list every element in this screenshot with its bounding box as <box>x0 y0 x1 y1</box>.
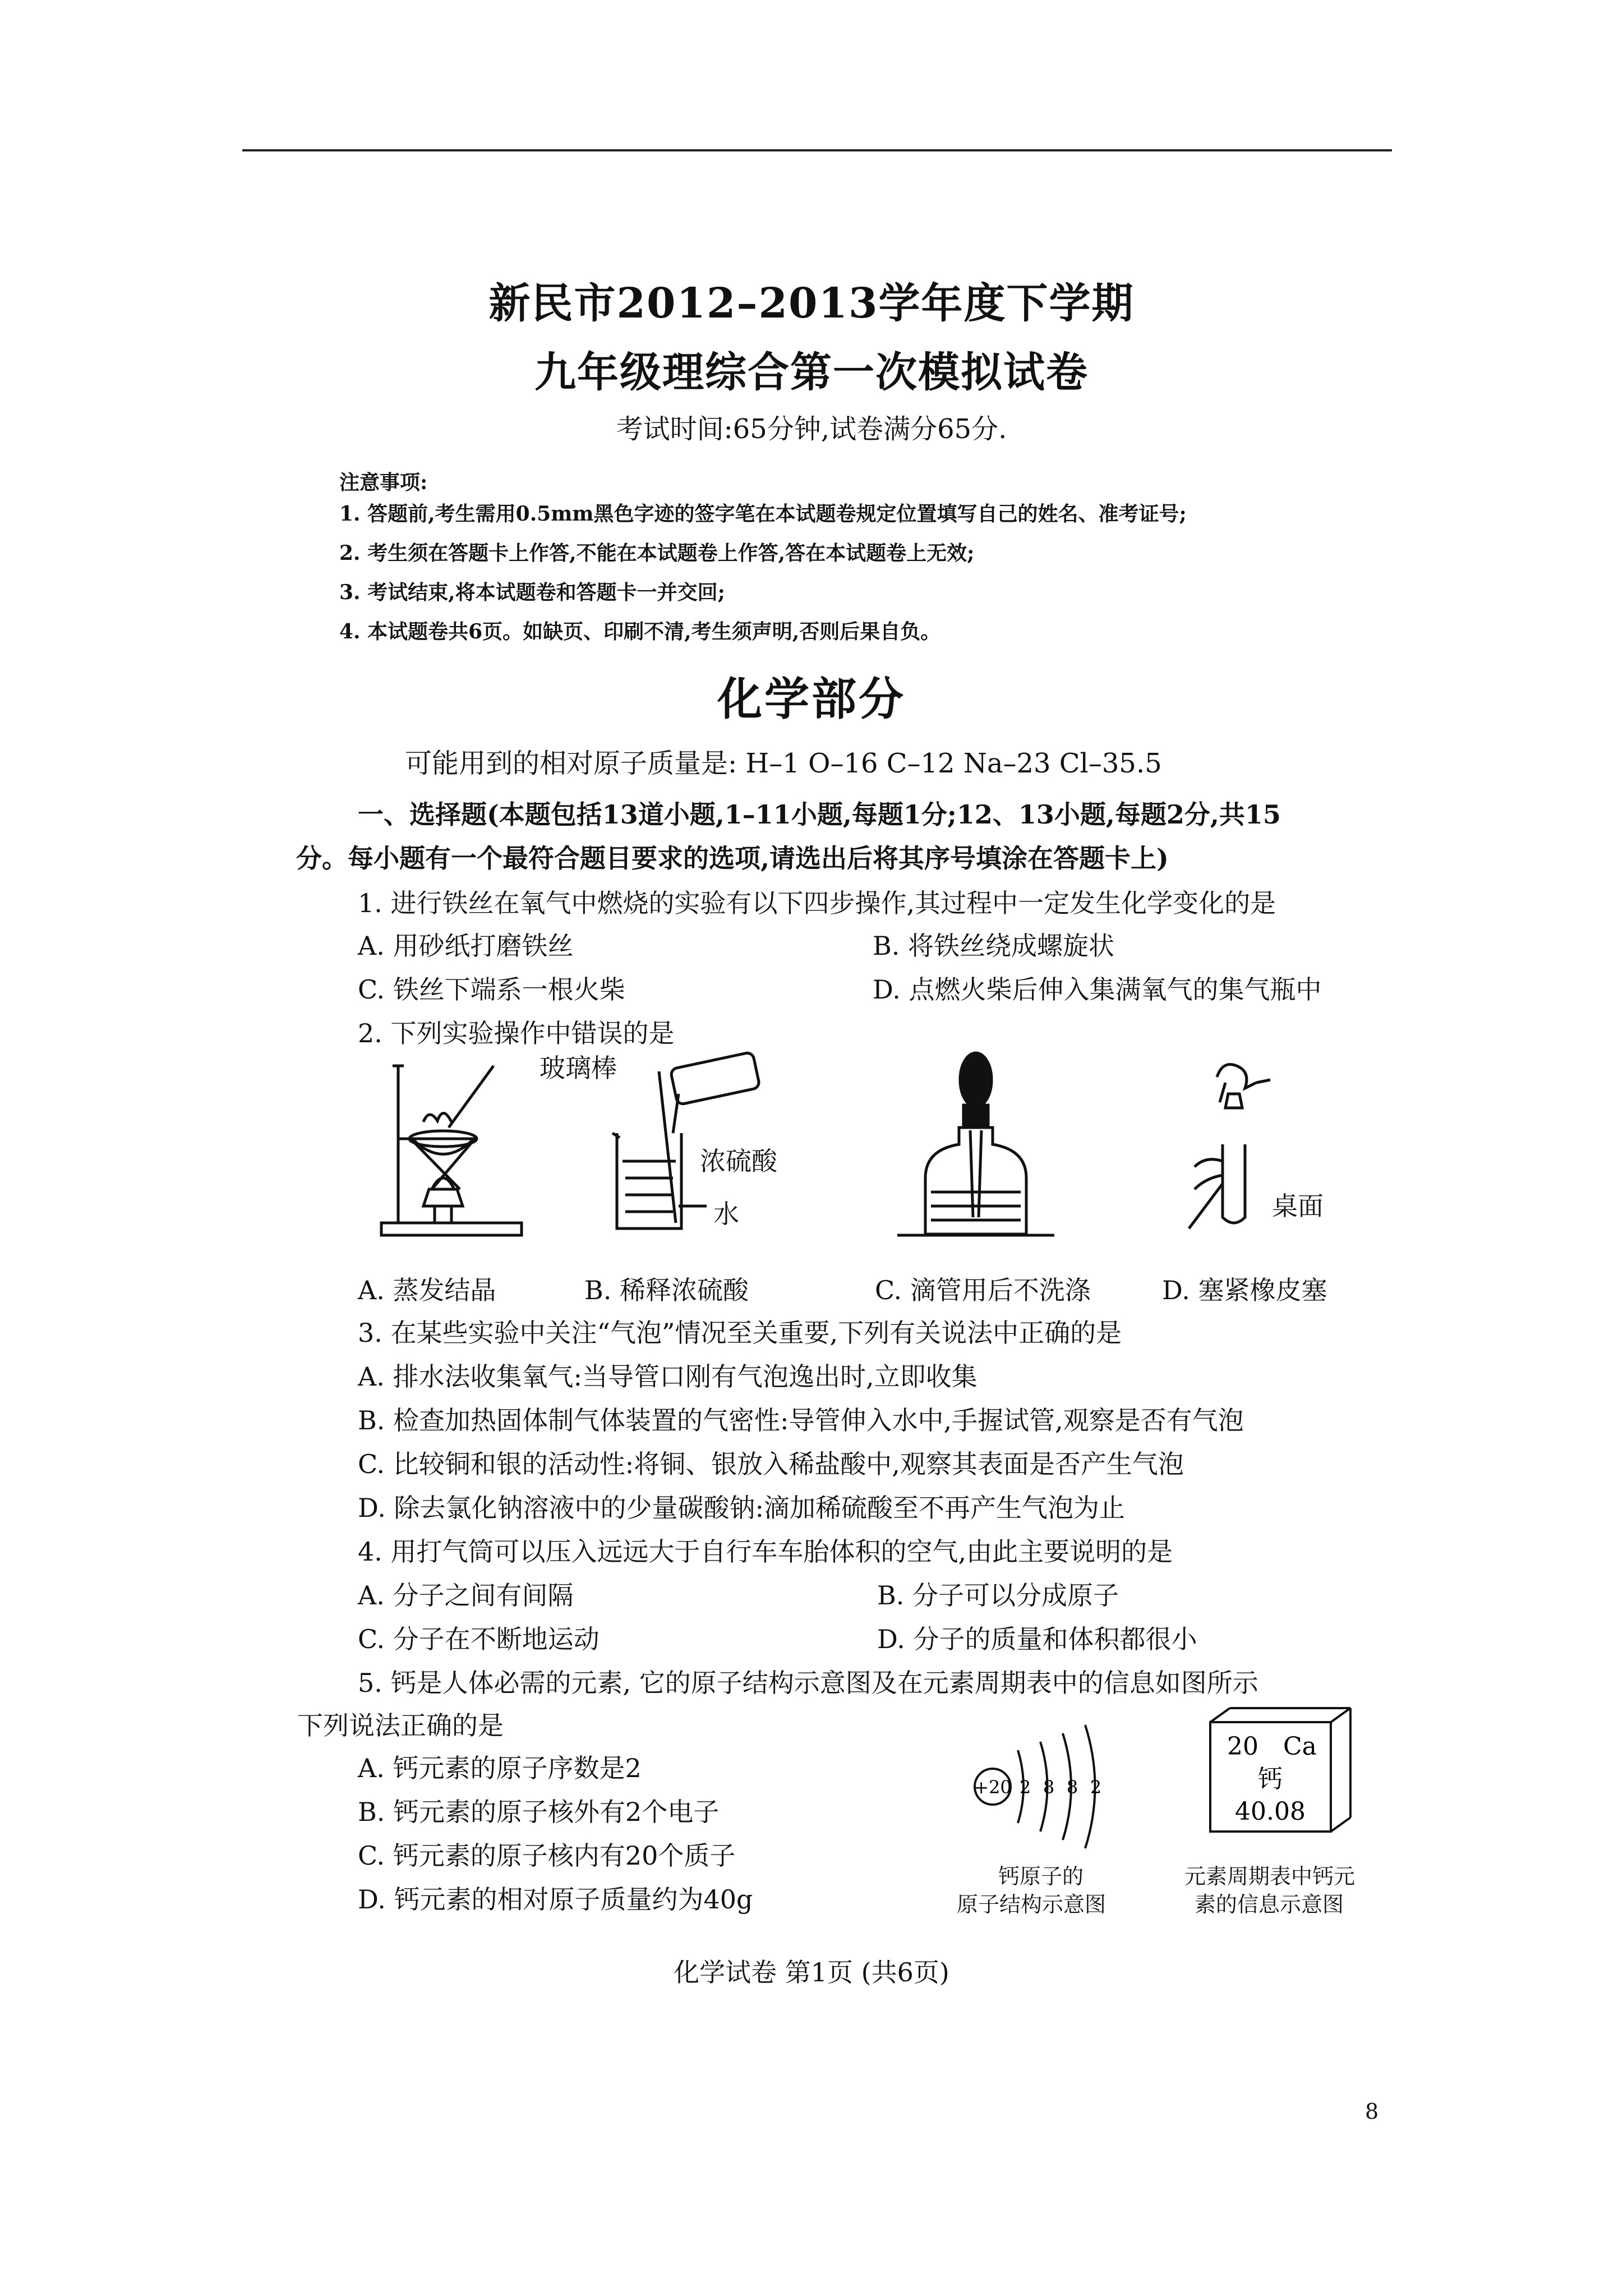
dropper-bottle-figure <box>897 1049 1054 1245</box>
q2-option-c: C. 滴管用后不洗涤 <box>875 1275 1091 1305</box>
q2-stem: 2. 下列实验操作中错误的是 <box>358 1018 675 1048</box>
q3-option-c: C. 比较铜和银的活动性:将铜、银放入稀盐酸中,观察其表面是否产生气泡 <box>358 1449 1184 1479</box>
q5-option-a: A. 钙元素的原子序数是2 <box>358 1753 642 1783</box>
q4-option-a: A. 分子之间有间隔 <box>358 1580 574 1611</box>
label-water: 水 <box>713 1199 739 1229</box>
atom-shell-count: 8 <box>1066 1777 1078 1798</box>
label-concentrated-acid: 浓硫酸 <box>700 1146 777 1176</box>
section-title: 化学部分 <box>717 673 906 725</box>
exam-info: 考试时间:65分钟,试卷满分65分. <box>616 413 1007 445</box>
q4-option-b: B. 分子可以分成原子 <box>877 1580 1119 1611</box>
q3-option-d: D. 除去氯化钠溶液中的少量碳酸钠:滴加稀硫酸至不再产生气泡为止 <box>358 1493 1125 1523</box>
page-number: 8 <box>1365 2099 1379 2124</box>
cell-caption-line1: 元素周期表中钙元 <box>1184 1864 1355 1889</box>
notes-heading: 注意事项: <box>339 471 428 494</box>
note-item: 3. 考试结束,将本试题卷和答题卡一并交回; <box>339 581 725 604</box>
q5-option-b: B. 钙元素的原子核外有2个电子 <box>358 1797 720 1827</box>
q3-option-b: B. 检查加热固体制气体装置的气密性:导管伸入水中,手握试管,观察是否有气泡 <box>358 1405 1244 1435</box>
periodic-table-cell <box>1205 1705 1356 1840</box>
atom-shell-count: 8 <box>1043 1777 1055 1798</box>
atom-shell-count: 2 <box>1090 1777 1102 1798</box>
label-tabletop: 桌面 <box>1272 1191 1324 1221</box>
cell-symbol: Ca <box>1283 1732 1317 1761</box>
cell-element-name: 钙 <box>1258 1765 1283 1793</box>
q5-option-c: C. 钙元素的原子核内有20个质子 <box>358 1841 736 1871</box>
atom-caption-line1: 钙原子的 <box>998 1864 1084 1889</box>
q3-stem: 3. 在某些实验中关注“气泡”情况至关重要,下列有关说法中正确的是 <box>358 1318 1122 1348</box>
q1-option-a: A. 用砂纸打磨铁丝 <box>358 931 574 961</box>
cell-atomic-number: 20 <box>1227 1732 1258 1761</box>
note-item: 2. 考生须在答题卡上作答,不能在本试题卷上作答,答在本试题卷上无效; <box>339 541 975 565</box>
q1-stem: 1. 进行铁丝在氧气中燃烧的实验有以下四步操作,其过程中一定发生化学变化的是 <box>358 888 1276 918</box>
atom-caption-line2: 原子结构示意图 <box>957 1892 1106 1917</box>
q4-option-d: D. 分子的质量和体积都很小 <box>877 1624 1197 1654</box>
atom-nucleus-charge: +20 <box>974 1777 1012 1798</box>
atomic-masses: 可能用到的相对原子质量是: H–1 O–16 C–12 Na–23 Cl–35.5 <box>405 748 1162 779</box>
page-footer: 化学试卷 第1页 (共6页) <box>674 1957 949 1987</box>
part1-instructions-line2: 分。每小题有一个最符合题目要求的选项,请选出后将其序号填涂在答题卡上) <box>296 843 1169 873</box>
q4-stem: 4. 用打气筒可以压入远远大于自行车车胎体积的空气,由此主要说明的是 <box>358 1536 1173 1567</box>
q3-option-a: A. 排水法收集氧气:当导管口刚有气泡逸出时,立即收集 <box>358 1361 978 1392</box>
note-item: 1. 答题前,考生需用0.5mm黑色字迹的签字笔在本试题卷规定位置填写自己的姓名、准考证号; <box>339 502 1187 526</box>
q1-option-d: D. 点燃火柴后伸入集满氧气的集气瓶中 <box>873 974 1322 1005</box>
q1-option-b: B. 将铁丝绕成螺旋状 <box>873 931 1115 961</box>
top-rule <box>242 149 1392 151</box>
calcium-atom-diagram <box>970 1717 1138 1851</box>
q1-option-c: C. 铁丝下端系一根火柴 <box>358 974 625 1005</box>
note-item: 4. 本试题卷共6页。如缺页、印刷不清,考生须声明,否则后果自负。 <box>339 620 941 643</box>
evaporation-apparatus-figure <box>359 1055 527 1240</box>
q5-option-d: D. 钙元素的相对原子质量约为40g <box>358 1884 753 1915</box>
cell-atomic-mass: 40.08 <box>1235 1797 1306 1826</box>
q2-option-a: A. 蒸发结晶 <box>358 1275 496 1305</box>
q5-stem-line1: 5. 钙是人体必需的元素, 它的原子结构示意图及在元素周期表中的信息如图所示 <box>358 1668 1258 1698</box>
exam-title-line2: 九年级理综合第一次模拟试卷 <box>534 348 1089 397</box>
q2-option-d: D. 塞紧橡皮塞 <box>1162 1275 1327 1305</box>
exam-title-line1: 新民市2012–2013学年度下学期 <box>488 279 1135 328</box>
q4-option-c: C. 分子在不断地运动 <box>358 1624 600 1654</box>
q2-option-b: B. 稀释浓硫酸 <box>584 1275 749 1305</box>
cell-caption-line2: 素的信息示意图 <box>1195 1892 1344 1917</box>
q5-stem-line2: 下列说法正确的是 <box>297 1710 504 1741</box>
label-glass-rod: 玻璃棒 <box>540 1053 617 1083</box>
atom-shell-count: 2 <box>1019 1777 1031 1798</box>
part1-instructions-line1: 一、选择题(本题包括13道小题,1–11小题,每题1分;12、13小题,每题2分,共15 <box>358 799 1281 830</box>
